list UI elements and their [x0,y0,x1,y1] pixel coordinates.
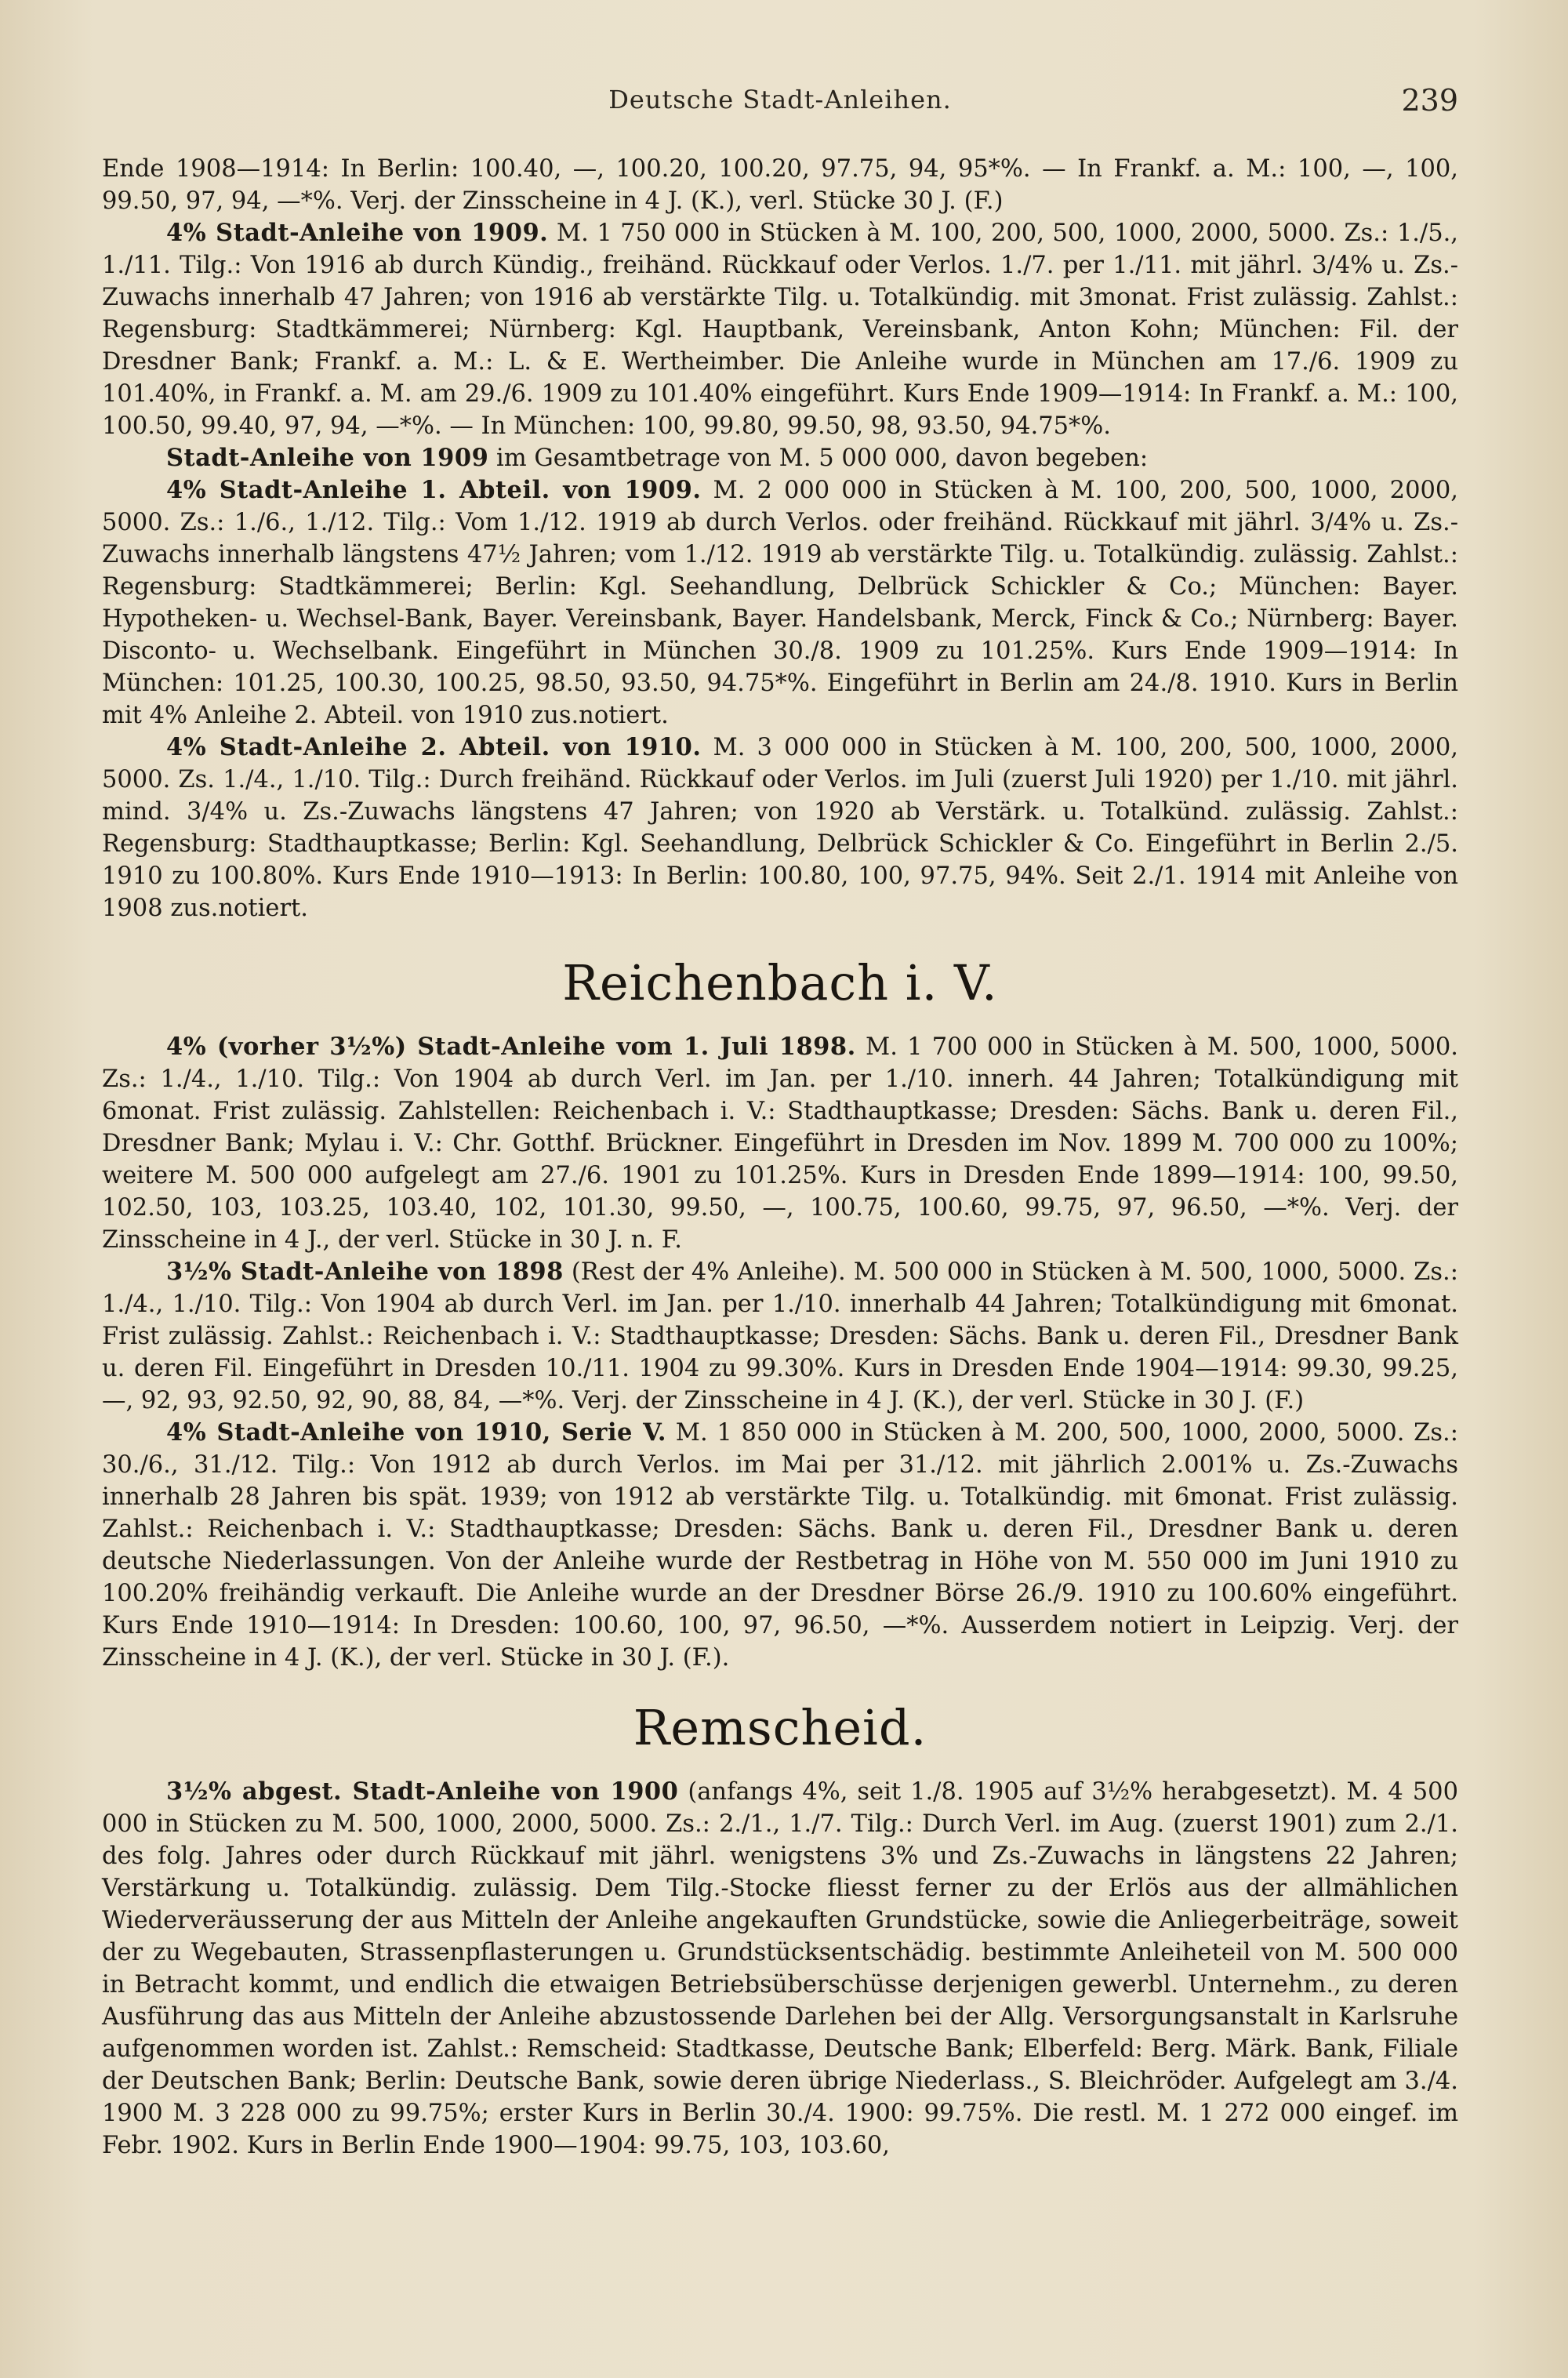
loan-heading: 4% Stadt-Anleihe 2. Abteil. von 1910. [166,733,702,761]
paragraph-loan-1910-abteil-2: 4% Stadt-Anleihe 2. Abteil. von 1910. M. 3 000 000 in Stücken à M. 100, 200, 500, 1000, 2000, 5000. Zs. 1./4., 1./10. Tilg.: Durch freihänd. Rückkauf oder Verlos. im Juli (zuerst Juli 1920) per 1./10. mit jährl. mind. 3/4% u. Zs.-Zuwachs längstens 47 Jahren; von 1920 ab Verstärk. u. Totalkünd. zulässig. Zahlst.: Regensburg: Stadthauptkasse; Berlin: Kgl. Seehandlung, Delbrück Schickler & Co. Eingeführt in Berlin 2./5. 1910 zu 100.80%. Kurs Ende 1910—1913: In Berlin: 100.80, 100, 97.75, 94%. Seit 2./1. 1914 mit Anleihe von 1908 zus.notiert. [102,733,1459,922]
loan-heading: 3½% Stadt-Anleihe von 1898 [166,1258,564,1286]
loan-heading: 4% Stadt-Anleihe von 1910, Serie V. [166,1418,667,1447]
paragraph-intro-continuation: Ende 1908—1914: In Berlin: 100.40, —, 100.20, 100.20, 97.75, 94, 95*%. — In Frankf. a. M.: 100, —, 100, 99.50, 97, 94, —*%. Verj. der Zinsscheine in 4 J. (K.), verl. Stücke 30 J. (F.) [102,155,1458,215]
page-body [102,153,1458,2162]
loan-heading: 3½% abgest. Stadt-Anleihe von 1900 [166,1777,679,1806]
section-title-remscheid: Remscheid. [633,1699,927,1756]
running-title: Deutsche Stadt-Anleihen. [608,85,952,114]
page-number: 239 [1401,83,1458,118]
page-header [102,78,1458,125]
loan-heading: 4% Stadt-Anleihe 1. Abteil. von 1909. [166,476,702,504]
paragraph-reichenbach-1910: 4% Stadt-Anleihe von 1910, Serie V. M. 1 850 000 in Stücken à M. 200, 500, 1000, 2000, 5000. Zs.: 30./6., 31./12. Tilg.: Von 1912 ab durch Verlos. im Mai per 31./12. mit jährlich 2.001% u. Zs.-Zuwachs innerhalb 28 Jahren bis spät. 1939; von 1912 ab verstärkte Tilg. u. Totalkündig. mit 6monat. Frist zulässig. Zahlst.: Reichenbach i. V.: Stadthauptkasse; Dresden: Sächs. Bank u. deren Fil., Dresdner Bank u. deren deutsche Niederlassungen. Von der Anleihe wurde der Restbetrag in Höhe von M. 550 000 im Juni 1910 zu 100.20% freihändig verkauft. Die Anleihe wurde an der Dresdner Börse 26./9. 1910 zu 100.60% eingeführt. Kurs Ende 1910—1914: In Dresden: 100.60, 100, 97, 96.50, —*%. Ausserdem notiert in Leipzig. Verj. der Zinsscheine in 4 J. (K.), der verl. Stücke in 30 J. (F.). [102,1418,1458,1672]
loan-heading: 4% Stadt-Anleihe von 1909. [166,219,549,247]
paragraph-reichenbach-1898: 4% (vorher 3½%) Stadt-Anleihe vom 1. Juli 1898. M. 1 700 000 in Stücken à M. 500, 1000, 5000. Zs.: 1./4., 1./10. Tilg.: Von 1904 ab durch Verl. im Jan. per 1./10. innerh. 44 Jahren; Totalkündigung mit 6monat. Frist zulässig. Zahlstellen: Reichenbach i. V.: Stadthauptkasse; Dresden: Sächs. Bank u. deren Fil., Dresdner Bank; Mylau i. V.: Chr. Gotthf. Brückner. Eingeführt in Dresden im Nov. 1899 M. 700 000 zu 100%; weitere M. 500 000 aufgelegt am 27./6. 1901 zu 101.25%. Kurs in Dresden Ende 1899—1914: 100, 99.50, 102.50, 103, 103.25, 103.40, 102, 101.30, 99.50, —, 100.75, 100.60, 99.75, 97, 96.50, —*%. Verj. der Zinsscheine in 4 J., der verl. Stücke in 30 J. n. F. [102,1033,1458,1254]
loan-heading: 4% (vorher 3½%) Stadt-Anleihe vom 1. Juli 1898. [166,1033,856,1061]
section-title-reichenbach: Reichenbach i. V. [562,954,998,1011]
loan-heading: Stadt-Anleihe von 1909 [166,444,489,472]
paragraph-loan-1909-abteil-1: 4% Stadt-Anleihe 1. Abteil. von 1909. M. 2 000 000 in Stücken à M. 100, 200, 500, 1000, 2000, 5000. Zs.: 1./6., 1./12. Tilg.: Vom 1./12. 1919 ab durch Verlos. oder freihänd. Rückkauf mit jährl. 3/4% u. Zs.-Zuwachs innerhalb längstens 47½ Jahren; vom 1./12. 1919 ab verstärkte Tilg. u. Totalkündig. zulässig. Zahlst.: Regensburg: Stadtkämmerei; Berlin: Kgl. Seehandlung, Delbrück Schickler & Co.; München: Bayer. Hypotheken- u. Wechsel-Bank, Bayer. Vereinsbank, Bayer. Handelsbank, Merck, Finck & Co.; Nürnberg: Bayer. Disconto- u. Wechselbank. Eingeführt in München 30./8. 1909 zu 101.25%. Kurs Ende 1909—1914: In München: 101.25, 100.30, 100.25, 98.50, 93.50, 94.75*%. Eingeführt in Berlin am 24./8. 1910. Kurs in Berlin mit 4% Anleihe 2. Abteil. von 1910 zus.notiert. [102,476,1459,729]
paragraph-remscheid-1900: 3½% abgest. Stadt-Anleihe von 1900 (anfangs 4%, seit 1./8. 1905 auf 3½% herabgesetzt). M. 4 500 000 in Stücken zu M. 500, 1000, 2000, 5000. Zs.: 2./1., 1./7. Tilg.: Durch Verl. im Aug. (zuerst 1901) zum 2./1. des folg. Jahres oder durch Rückkauf mit jährl. wenigstens 3% und Zs.-Zuwachs in längstens 22 Jahren; Verstärkung u. Totalkündig. zulässig. Dem Tilg.-Stocke fliesst ferner zu der Erlös aus der allmählichen Wiederveräusserung der aus Mitteln der Anleihe angekauften Grundstücke, sowie die Anliegerbeiträge, soweit der zu Wegebauten, Strassenpflasterungen u. Grundstücksentschädig. bestimmte Anleiheteil von M. 500 000 in Betracht kommt, und endlich die etwaigen Betriebsüberschüsse derjenigen gewerbl. Unternehm., zu deren Ausführung das aus Mitteln der Anleihe abzustossende Darlehen bei der Allg. Versorgungsanstalt in Karlsruhe aufgenommen worden ist. Zahlst.: Remscheid: Stadtkasse, Deutsche Bank; Elberfeld: Berg. Märk. Bank, Filiale der Deutschen Bank; Berlin: Deutsche Bank, sowie deren übrige Niederlass., S. Bleichröder. Aufgelegt am 3./4. 1900 M. 3 228 000 zu 99.75%; erster Kurs in Berlin 30./4. 1900: 99.75%. Die restl. M. 1 272 000 eingef. im Febr. 1902. Kurs in Berlin Ende 1900—1904: 99.75, 103, 103.60, [102,1777,1458,2159]
paragraph-reichenbach-1898-rest: 3½% Stadt-Anleihe von 1898 (Rest der 4% Anleihe). M. 500 000 in Stücken à M. 500, 1000, 5000. Zs.: 1./4., 1./10. Tilg.: Von 1904 ab durch Verl. im Jan. per 1./10. innerhalb 44 Jahren; Totalkündigung mit 6monat. Frist zulässig. Zahlst.: Reichenbach i. V.: Stadthauptkasse; Dresden: Sächs. Bank u. deren Fil., Dresdner Bank u. deren Fil. Eingeführt in Dresden 10./11. 1904 zu 99.30%. Kurs in Dresden Ende 1904—1914: 99.30, 99.25, —, 92, 93, 92.50, 92, 90, 88, 84, —*%. Verj. der Zinsscheine in 4 J. (K.), der verl. Stücke in 30 J. (F.) [102,1258,1458,1414]
paragraph-loan-1909-total: Stadt-Anleihe von 1909 im Gesamtbetrage von M. 5 000 000, davon begeben: [166,444,1149,472]
paragraph-loan-1909: 4% Stadt-Anleihe von 1909. M. 1 750 000 in Stücken à M. 100, 200, 500, 1000, 2000, 5000. Zs.: 1./5., 1./11. Tilg.: Von 1916 ab durch Kündig., freihänd. Rückkauf oder Verlos. 1./7. per 1./11. mit jährl. 3/4% u. Zs.-Zuwachs innerhalb 47 Jahren; von 1916 ab verstärkte Tilg. u. Totalkündig. mit 3monat. Frist zulässig. Zahlst.: Regensburg: Stadtkämmerei; Nürnberg: Kgl. Hauptbank, Vereinsbank, Anton Kohn; München: Fil. der Dresdner Bank; Frankf. a. M.: L. & E. Wertheimber. Die Anleihe wurde in München am 17./6. 1909 zu 101.40%, in Frankf. a. M. am 29./6. 1909 zu 101.40% eingeführt. Kurs Ende 1909—1914: In Frankf. a. M.: 100, 100.50, 99.40, 97, 94, —*%. — In München: 100, 99.80, 99.50, 98, 93.50, 94.75*%. [102,219,1458,440]
